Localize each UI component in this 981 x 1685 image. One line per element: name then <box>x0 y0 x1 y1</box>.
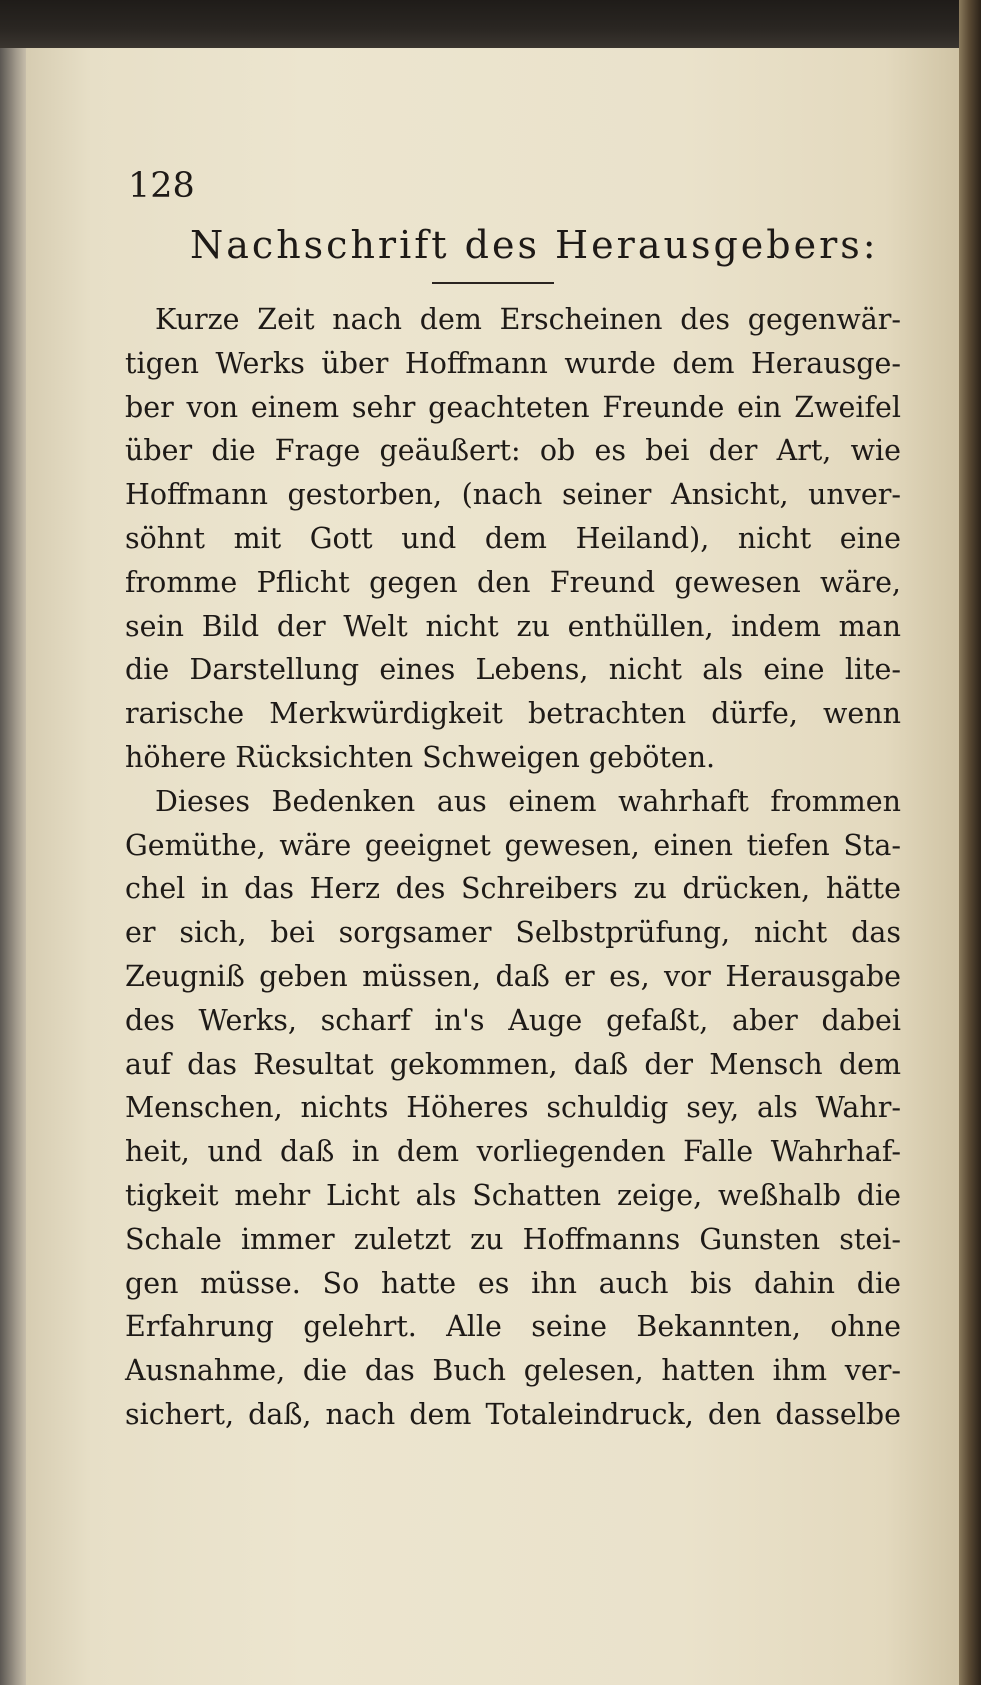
text-line: ber von einem sehr geachteten Freunde ein Zweifel <box>125 390 901 424</box>
text-line: er sich, bei sorgsamer Selbstprüfung, nicht das <box>125 916 901 950</box>
text-line: höhere Rücksichten Schweigen geböten. <box>125 740 716 774</box>
text-line: söhnt mit Gott und dem Heiland), nicht eine <box>125 521 901 555</box>
text-line: sichert, daß, nach dem Totaleindruck, den dasselbe <box>125 1397 901 1431</box>
paragraph-1 <box>125 298 901 780</box>
heading-rule <box>432 282 554 284</box>
page-number: 128 <box>128 166 195 206</box>
text-line: tigkeit mehr Licht als Schatten zeige, weßhalb die <box>125 1178 901 1212</box>
text-line: chel in das Herz des Schreibers zu drücken, hätte <box>125 872 901 906</box>
text-line: tigen Werks über Hoffmann wurde dem Herausge- <box>125 346 901 380</box>
text-line: Kurze Zeit nach dem Erscheinen des gegenwär- <box>155 303 901 336</box>
body-text <box>125 298 901 1437</box>
book-cover-edge-top <box>0 0 981 48</box>
text-line: Menschen, nichts Höheres schuldig sey, als Wahr- <box>125 1091 901 1125</box>
text-line: Zeugniß geben müssen, daß er es, vor Herausgabe <box>125 959 901 993</box>
text-line: Erfahrung gelehrt. Alle seine Bekannten, ohne <box>125 1310 901 1344</box>
page-heading: Nachschrift des Herausgebers: <box>190 223 879 267</box>
text-line: heit, und daß in dem vorliegenden Falle Wahrhaf- <box>125 1135 901 1169</box>
text-line: Gemüthe, wäre geeignet gewesen, einen tiefen Sta- <box>125 828 901 862</box>
text-line: rarische Merkwürdigkeit betrachten dürfe, wenn <box>125 697 901 731</box>
text-line: Dieses Bedenken aus einem wahrhaft frommen <box>155 784 901 818</box>
text-line: auf das Resultat gekommen, daß der Mensch dem <box>125 1047 901 1081</box>
text-line: Hoffmann gestorben, (nach seiner Ansicht, unver- <box>125 478 901 512</box>
text-line: gen müsse. So hatte es ihn auch bis dahin die <box>125 1266 901 1300</box>
paragraph-2 <box>125 780 901 1437</box>
text-line: Schale immer zuletzt zu Hoffmanns Gunsten stei- <box>125 1222 901 1256</box>
text-line: die Darstellung eines Lebens, nicht als eine lite- <box>125 653 901 687</box>
text-line: über die Frage geäußert: ob es bei der Art, wie <box>125 434 901 468</box>
text-line: sein Bild der Welt nicht zu enthüllen, indem man <box>125 609 901 643</box>
text-line: des Werks, scharf in's Auge gefaßt, aber dabei <box>125 1003 901 1037</box>
text-line: Ausnahme, die das Buch gelesen, hatten ihm ver- <box>125 1354 901 1388</box>
book-cover-edge-right <box>959 0 981 1685</box>
text-line: fromme Pflicht gegen den Freund gewesen wäre, <box>125 565 901 599</box>
